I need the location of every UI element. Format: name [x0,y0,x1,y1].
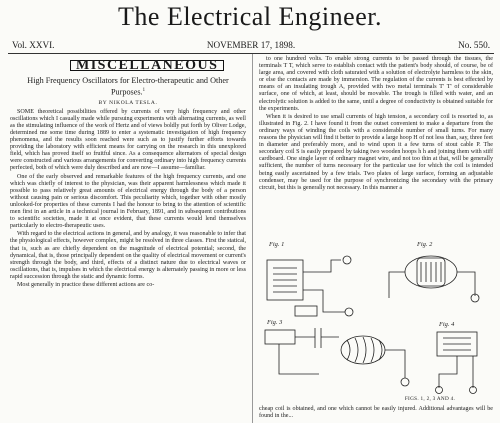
paragraph: When it is desired to use small currents of high tension, a secondary coil is resorted to, as illustrated in Fig. 2. I have found it from the outset convenient to make a departure from the ordinary ways of winding the coils with a considerable number of small turns. For many reasons the physician will find it better to provide a large hoop H of not less than, say, three feet in diameter and preferably more, and to wind upon it a few turns of stout cable P. The secondary coil S is easily prepared by taking two wooden hoops h h and joining them with stiff cardboard. One single layer of ordinary magnet wire, and not too thin at that, will be generally sufficient, the number of turns necessary for the particular use for which the coil is intended being easily ascertained by a few trials. Two plates of large surface, forming an adjustable condenser, may be used for the purpose of synchronizing the secondary with the primary circuit, but this is generally not necessary. In this manner a [259,113,493,191]
section-heading: MISCELLANEOUS [70,60,224,71]
fig1-trough [295,306,317,316]
right-column-bottom-text: cheap coil is obtained, and one which cannot be easily injured. Additional advantages will be found in the... [259,406,493,420]
header-rule [8,53,494,54]
fig3-wires [279,344,405,378]
fig4-label: Fig. 4 [439,321,455,328]
volume-number: Vol. XXVI. [12,40,55,50]
paragraph: to one hundred volts. To enable strong currents to be passed through the tissues, the terminals T T, which serve to establish contact with the patient's body should, of course, be of large area, and covered with cloth saturated with a solution of electrolyte harmless to the skin, or else the contacts are made by immersion. The regulation of the currents is best effected by means of an insulating trough A, provided with two metal terminals T' T' of considerable surface, one of which, at least, should be movable. The trough is filled with water, and an electrolytic solution is added to the same, until a degree of conductivity is obtained suitable for the experiments. [259,56,493,112]
issue-number: No. 550. [458,40,490,50]
left-column [10,60,246,289]
fig3-terminal [401,378,409,386]
fig1-wires [303,260,345,312]
fig3-coil [341,336,385,364]
fig4-windings [443,338,471,350]
fig2-wires [389,272,475,298]
fig1-coil-windings [273,268,297,292]
fig1-label: Fig. 1 [269,241,285,248]
dateline [10,40,492,52]
fig3-windings [347,337,382,363]
fig1-terminal [343,256,351,264]
fig2-windings [421,262,441,282]
paragraph: One of the early observed and remarkable features of the high frequency currents, and one which was chiefly of interest to the physician, was their apparent harmlessness which made it possible to pass relatively great amounts of electrical energy through the body of a person without causing pain or serious discomfort. This peculiarity which, together with other mostly unlooked-for properties of these currents I had the honour to bring to the attention of scientific men first in an article in a technical journal in February, 1891, and in subsequent contributions to scientific societies, made it at once evident, that these currents would lend themselves particularly to electro-therapeutic uses. [10,173,246,230]
fig3-label: Fig. 3 [267,319,283,326]
article-title-text: High Frequency Oscillators for Electro-therapeutic and Other Purposes. [27,76,229,97]
paragraph: SOME theoretical possibilities offered by currents of very high frequency and other oscillations which I casually made while pursuing experiments with alternating currents, as well as the stimulating influence of the work of Hertz and of views boldly put forth by Oliver Lodge, determined me some time during 1889 to enter a systematic investigation of high frequency phenomena, and the results soon reached were such as to justify further efforts towards providing the laboratory with efficient means for carrying on the research in this unexplored field, which has proved itself so fruitful since. As a consequence alternators of special design were constructed and various arrangements for converting ordinary into high frequency currents perfected, both of which were duly described and are now—I assume—familiar. [10,108,246,172]
figure-caption: FIGS. 1, 2, 3 AND 4. [404,396,456,402]
fig4-wires [439,356,473,388]
byline: BY NIKOLA TESLA. [98,99,158,106]
fig3-box [265,330,295,344]
masthead: The Electrical Engineer. [118,2,382,31]
column-divider [252,54,253,423]
fig1-terminal [345,308,353,316]
circuit-figure [259,232,493,404]
paragraph: With regard to the electrical actions in general, and by analogy, it was reasonable to infer that the physiological effects, however complex, might be resolved in three classes. First the statical, that is, such as are chiefly dependent on the magnitude of electrical potential; second, the dynamical, that is, those principally dependent on the quality of electrical movement or current's strength through the body, and third, effects of a distinct nature due to electrical waves or oscillations, that is, impulses in which the electrical energy is alternately passing in more or less rapid succession through the static and dynamic forms. [10,231,246,280]
issue-date: NOVEMBER 17, 1898. [206,40,296,50]
paragraph: Most generally in practice these different actions are co- [17,281,155,288]
right-column [259,56,493,192]
footnote-marker: 1 [142,87,146,93]
article-title [10,76,246,97]
fig2-label: Fig. 2 [417,241,433,248]
fig3-condenser [295,328,339,348]
